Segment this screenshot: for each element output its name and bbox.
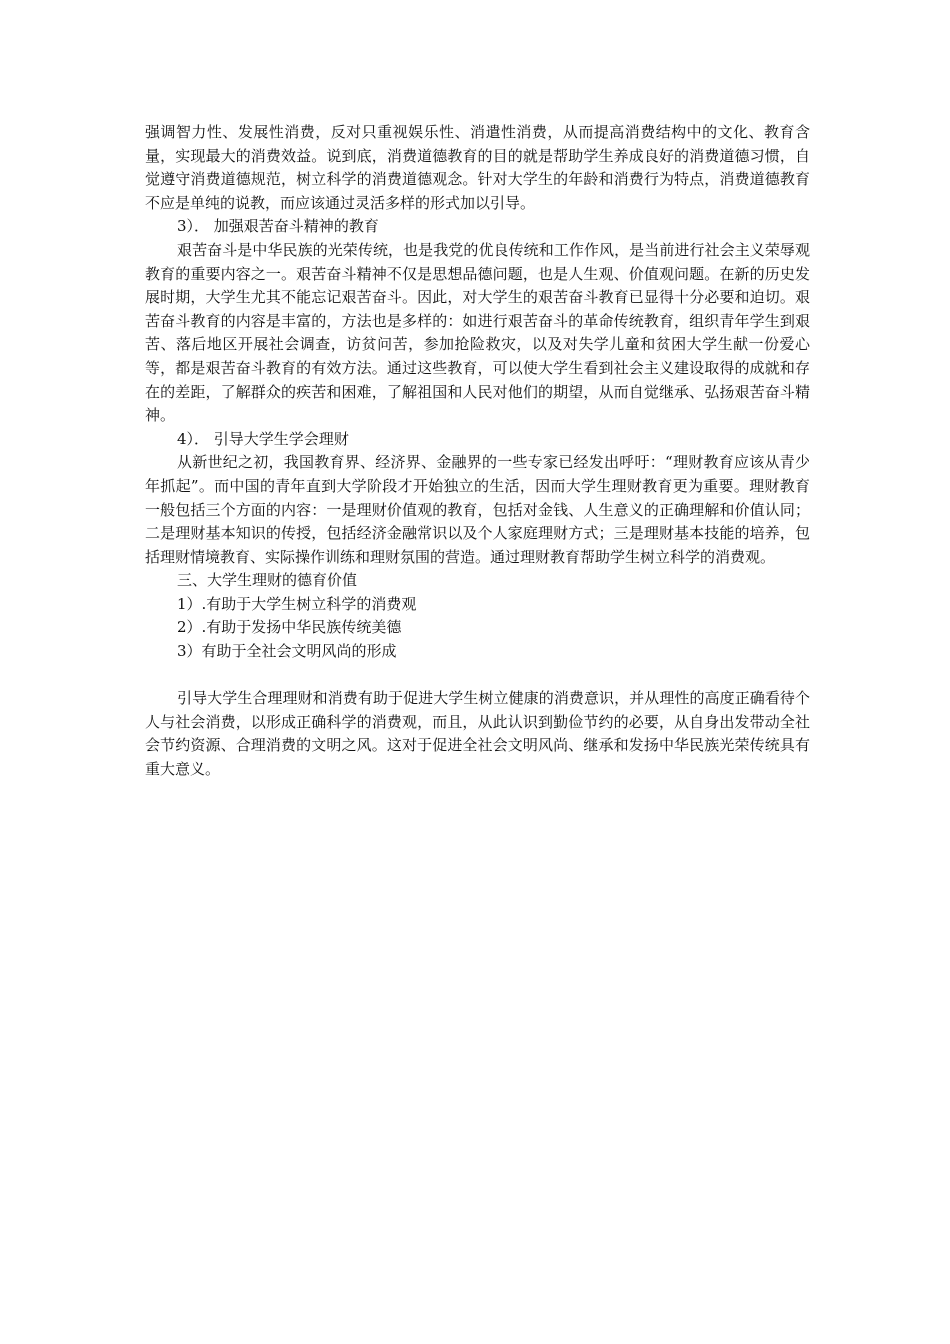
section-title-moral-value: 三、大学生理财的德育价值: [177, 571, 358, 590]
paragraph-conclusion: 引导大学生合理理财和消费有助于促进大学生树立健康的消费意识，并从理性的高度正确看待个人与社会消费，以形成正确科学的消费观，而且，从此认识到勤俭节约的必要，从自身出发带动全社会节约资源、合理消费的文明之风。这对于促进全社会文明风尚、继承和发扬中华民族光荣传统具有重大意义。: [145, 689, 810, 779]
paragraph-financial-education: 从新世纪之初，我国教育界、经济界、金融界的一些专家已经发出呼吁：“理财教育应该从青少年抓起”。而中国的青年直到大学阶段才开始独立的生活，因而大学生理财教育更为重要。理财教育一般包括三个方面的内容：一是理财价值观的教育，包括对金钱、人生意义的正确理解和价值认同；二是理财基本知识的传授，包括经济金融常识以及个人家庭理财方式；三是理财基本技能的培养，包括理财情境教育、实际操作训练和理财氛围的营造。通过理财教育帮助学生树立科学的消费观。: [145, 453, 810, 566]
paragraph-consumption-ethics: 强调智力性、发展性消费，反对只重视娱乐性、消遣性消费，从而提高消费结构中的文化、教育含量，实现最大的消费效益。说到底，消费道德教育的目的就是帮助学生养成良好的消费道德习惯，自觉遵守消费道德规范，树立科学的消费道德观念。针对大学生的年龄和消费行为特点，消费道德教育不应是单纯的说教，而应该通过灵活多样的形式加以引导。: [145, 123, 810, 212]
list-item: 1）.有助于大学生树立科学的消费观: [177, 594, 417, 613]
document-body: [145, 121, 810, 782]
list-item: 3）有助于全社会文明风尚的形成: [177, 642, 397, 661]
heading-financial-management: 4）． 引导大学生学会理财: [177, 429, 349, 448]
paragraph-hardship: 艰苦奋斗是中华民族的光荣传统，也是我党的优良传统和工作作风，是当前进行社会主义荣辱观教育的重要内容之一。艰苦奋斗精神不仅是思想品德问题，也是人生观、价值观问题。在新的历史发展时期，大学生尤其不能忘记艰苦奋斗。因此，对大学生的艰苦奋斗教育已显得十分必要和迫切。艰苦奋斗教育的内容是丰富的，方法也是多样的：如进行艰苦奋斗的革命传统教育，组织青年学生到艰苦、落后地区开展社会调查，访贫问苦，参加抢险救灾，以及对失学儿童和贫困大学生献一份爱心等，都是艰苦奋斗教育的有效方法。通过这些教育，可以使大学生看到社会主义建设取得的成就和存在的差距，了解群众的疾苦和困难，了解祖国和人民对他们的期望，从而自觉继承、弘扬艰苦奋斗精神。: [145, 240, 810, 425]
blank-line: [145, 664, 810, 688]
heading-hardship-education: 3）． 加强艰苦奋斗精神的教育: [177, 217, 379, 236]
list-item: 2）.有助于发扬中华民族传统美德: [177, 618, 402, 637]
